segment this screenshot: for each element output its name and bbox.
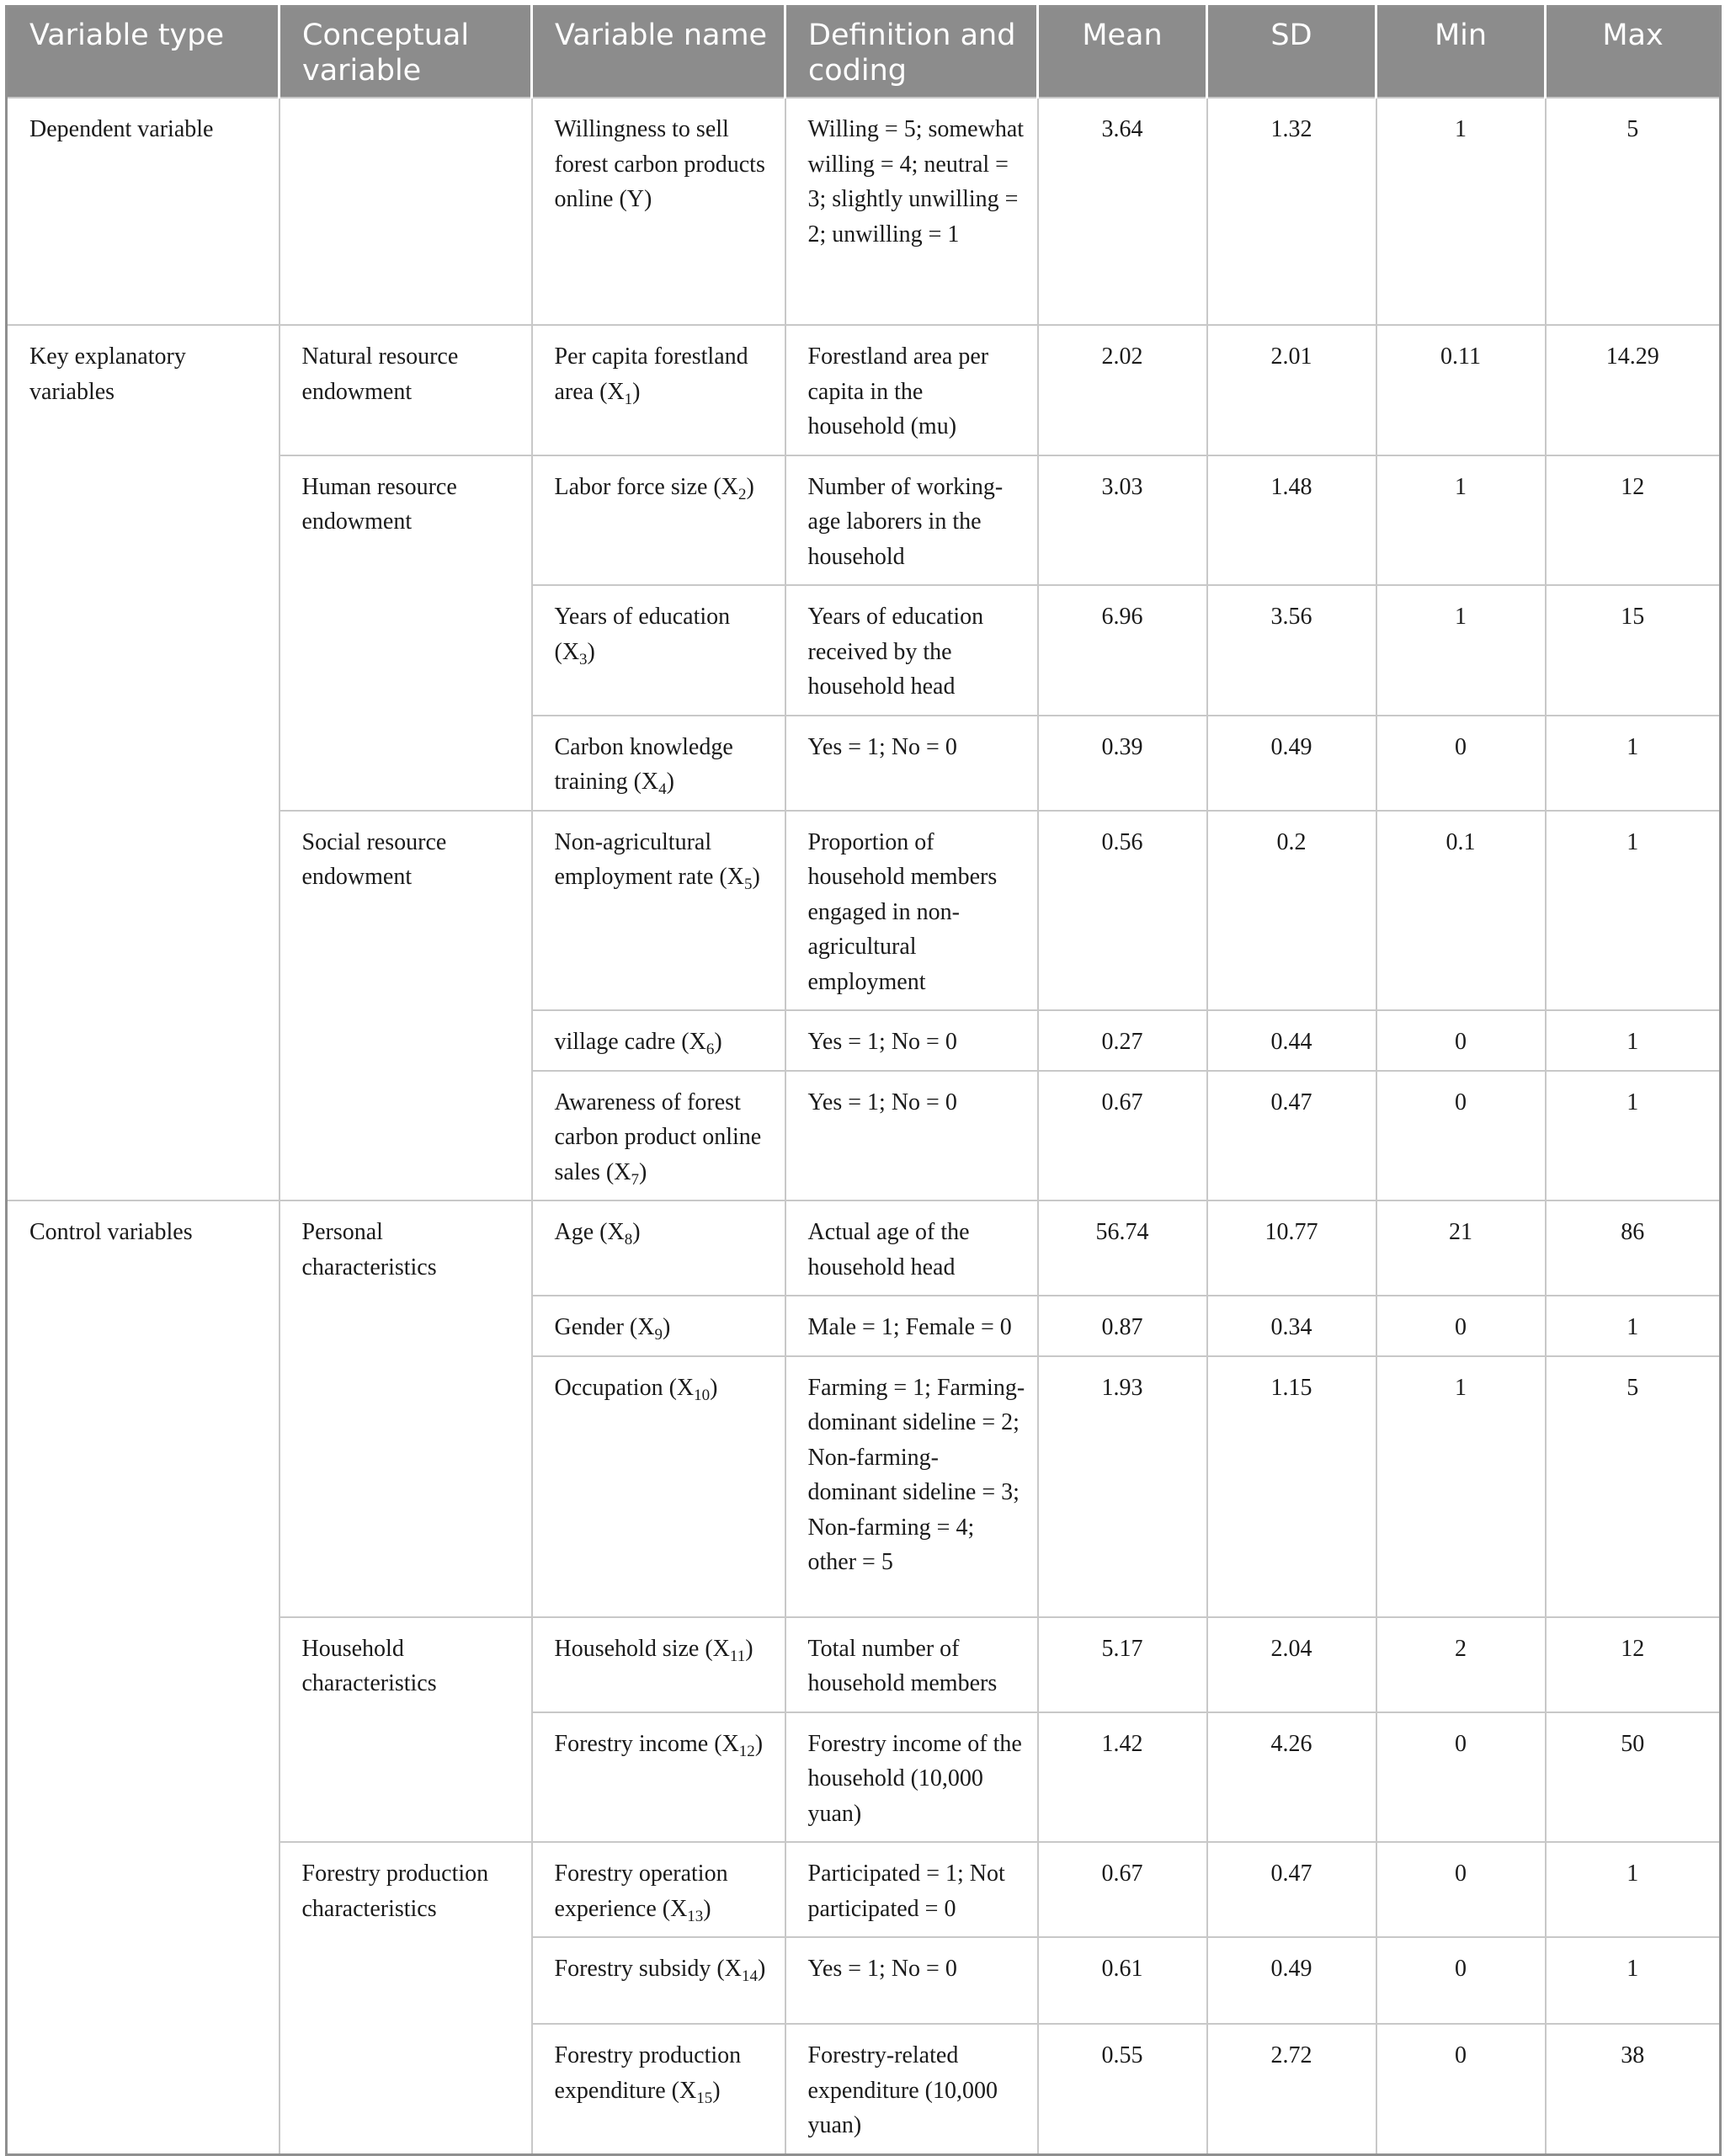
sd-cell: 0.2 [1207,811,1376,1011]
definition-cell: Number of working-age laborers in the household [785,455,1038,586]
header-row [7,7,1721,98]
definition-cell: Forestry income of the household (10,000 yuan) [785,1712,1038,1843]
variable-name-cell [532,1356,785,1617]
variable-name-text: Carbon knowledge training (X [554,733,733,795]
min-cell: 1 [1376,98,1546,325]
max-cell: 12 [1546,455,1721,586]
max-cell: 15 [1546,585,1721,716]
mean-cell: 0.39 [1038,716,1207,811]
variable-name-text: Per capita forestland area (X [554,343,748,405]
max-cell: 38 [1546,2024,1721,2154]
sd-cell: 0.44 [1207,1010,1376,1071]
mean-cell: 0.87 [1038,1296,1207,1356]
variable-name-text: Forestry operation experience (X [554,1861,728,1922]
sd-cell: 0.49 [1207,1937,1376,2024]
min-cell: 1 [1376,1356,1546,1617]
variable-name-text: village cadre (X [554,1029,706,1055]
variable-name-cell [532,2024,785,2154]
variable-name-text: Forestry production expenditure (X [554,2042,742,2104]
table-body [7,98,1721,2154]
variable-subscript: 15 [696,2089,713,2107]
variable-subscript: 4 [658,780,667,798]
sd-cell: 4.26 [1207,1712,1376,1843]
sd-cell: 0.47 [1207,1071,1376,1201]
variable-type-cell: Dependent variable [7,98,280,325]
variable-subscript: 9 [654,1326,663,1344]
variable-name-suffix: ) [746,473,754,500]
variable-type-cell: Key explanatory variables [7,325,280,1200]
min-cell: 1 [1376,585,1546,716]
conceptual-variable-cell: Natural resource endowment [280,325,532,455]
variable-name-suffix: ) [632,1219,641,1245]
sd-cell: 2.04 [1207,1617,1376,1712]
variable-name-cell [532,1071,785,1201]
variable-name-cell [532,455,785,586]
definition-cell: Participated = 1; Not participated = 0 [785,1842,1038,1937]
mean-cell: 5.17 [1038,1617,1207,1712]
variable-name-suffix: ) [752,864,760,890]
variable-name-suffix: ) [703,1895,711,1922]
definition-cell: Years of education received by the household head [785,585,1038,716]
max-cell: 1 [1546,716,1721,811]
variable-name-cell [532,1296,785,1356]
definition-cell: Yes = 1; No = 0 [785,1010,1038,1071]
sd-cell: 2.72 [1207,2024,1376,2154]
header-variable-type: Variable type [7,7,280,98]
min-cell: 0 [1376,2024,1546,2154]
variable-name-text: Labor force size (X [554,473,738,500]
variable-name-cell [532,325,785,455]
variable-subscript: 3 [579,650,588,668]
definition-cell: Farming = 1; Farming-dominant sideline = 2; Non-farming-dominant sideline = 3; Non-farming = 4; other = 5 [785,1356,1038,1617]
variable-subscript: 7 [631,1170,639,1189]
variable-subscript: 2 [737,485,747,503]
variable-name-cell [532,98,785,325]
variable-name-suffix: ) [757,1956,766,1982]
variable-name-text: Awareness of forest carbon product online sales (X [554,1089,762,1185]
sd-cell: 2.01 [1207,325,1376,455]
variable-name-suffix: ) [632,378,641,405]
header-definition: Definition and coding [785,7,1038,98]
variable-name-suffix: ) [666,769,674,795]
variable-name-cell [532,1712,785,1843]
variable-name-text: Gender (X [554,1314,655,1340]
variable-name-text: Occupation (X [554,1374,695,1401]
variable-name-suffix: ) [712,2077,721,2104]
variable-name-text: Years of education (X [554,604,731,665]
mean-cell: 0.55 [1038,2024,1207,2154]
min-cell: 0 [1376,1937,1546,2024]
variable-name-text: Non-agricultural employment rate (X [554,828,744,890]
variable-name-text: Forestry income (X [554,1730,739,1757]
max-cell: 5 [1546,98,1721,325]
variable-name-suffix: ) [587,638,595,665]
variable-name-cell [532,716,785,811]
table-container [5,5,1719,2156]
mean-cell: 0.61 [1038,1937,1207,2024]
variable-name-text: Age (X [554,1219,625,1245]
conceptual-variable-cell: Personal characteristics [280,1200,532,1617]
min-cell: 0 [1376,1296,1546,1356]
max-cell: 1 [1546,1842,1721,1937]
mean-cell: 0.56 [1038,811,1207,1011]
max-cell: 5 [1546,1356,1721,1617]
mean-cell: 1.93 [1038,1356,1207,1617]
max-cell: 1 [1546,1010,1721,1071]
variable-subscript: 6 [705,1041,715,1058]
header-min: Min [1376,7,1546,98]
sd-cell: 3.56 [1207,585,1376,716]
sd-cell: 1.15 [1207,1356,1376,1617]
min-cell: 2 [1376,1617,1546,1712]
variable-name-cell [532,811,785,1011]
header-conceptual-variable: Conceptual variable [280,7,532,98]
max-cell: 50 [1546,1712,1721,1843]
variable-name-text: Willingness to sell forest carbon products online (Y) [554,116,765,212]
sd-cell: 10.77 [1207,1200,1376,1296]
min-cell: 0 [1376,1842,1546,1937]
conceptual-variable-cell: Household characteristics [280,1617,532,1843]
variable-name-suffix: ) [662,1314,671,1340]
variable-name-cell [532,1617,785,1712]
min-cell: 1 [1376,455,1546,586]
max-cell: 86 [1546,1200,1721,1296]
variable-type-cell: Control variables [7,1200,280,2154]
table-row [7,1200,1721,1296]
max-cell: 1 [1546,811,1721,1011]
variable-name-cell [532,585,785,716]
definition-cell: Yes = 1; No = 0 [785,1937,1038,2024]
header-variable-name: Variable name [532,7,785,98]
max-cell: 1 [1546,1296,1721,1356]
conceptual-variable-cell: Forestry production characteristics [280,1842,532,2154]
mean-cell: 3.03 [1038,455,1207,586]
max-cell: 12 [1546,1617,1721,1712]
variable-name-suffix: ) [745,1635,753,1662]
variable-subscript: 10 [694,1386,711,1404]
variable-subscript: 12 [738,1742,755,1760]
variable-name-suffix: ) [638,1158,647,1185]
variable-name-suffix: ) [710,1374,718,1401]
definition-cell: Yes = 1; No = 0 [785,1071,1038,1201]
table-header [7,7,1721,98]
mean-cell: 2.02 [1038,325,1207,455]
mean-cell: 6.96 [1038,585,1207,716]
min-cell: 0 [1376,1712,1546,1843]
mean-cell: 0.67 [1038,1842,1207,1937]
variables-table [5,5,1722,2156]
sd-cell: 0.34 [1207,1296,1376,1356]
variable-subscript: 8 [624,1231,633,1248]
variable-name-suffix: ) [754,1730,764,1757]
min-cell: 0 [1376,1010,1546,1071]
sd-cell: 0.47 [1207,1842,1376,1937]
header-sd: SD [1207,7,1376,98]
max-cell: 14.29 [1546,325,1721,455]
conceptual-variable-cell: Human resource endowment [280,455,532,811]
definition-cell: Actual age of the household head [785,1200,1038,1296]
sd-cell: 1.48 [1207,455,1376,586]
min-cell: 0.11 [1376,325,1546,455]
variable-subscript: 14 [741,1967,758,1985]
definition-cell: Willing = 5; somewhat willing = 4; neutral = 3; slightly unwilling = 2; unwilling = 1 [785,98,1038,325]
variable-name-text: Forestry subsidy (X [554,1956,742,1982]
max-cell: 1 [1546,1937,1721,2024]
sd-cell: 1.32 [1207,98,1376,325]
variable-subscript: 11 [729,1647,746,1665]
variable-name-cell [532,1937,785,2024]
definition-cell: Male = 1; Female = 0 [785,1296,1038,1356]
header-mean: Mean [1038,7,1207,98]
table-row [7,325,1721,455]
variable-name-cell [532,1010,785,1071]
conceptual-variable-cell: Social resource endowment [280,811,532,1201]
mean-cell: 3.64 [1038,98,1207,325]
variable-name-suffix: ) [714,1029,722,1055]
variable-name-text: Household size (X [554,1635,730,1662]
mean-cell: 0.67 [1038,1071,1207,1201]
variable-subscript: 13 [687,1907,704,1925]
mean-cell: 56.74 [1038,1200,1207,1296]
variable-subscript: 5 [743,876,753,893]
table-row [7,98,1721,325]
definition-cell: Yes = 1; No = 0 [785,716,1038,811]
variable-subscript: 1 [624,390,633,408]
definition-cell: Total number of household members [785,1617,1038,1712]
min-cell: 0.1 [1376,811,1546,1011]
variable-name-cell [532,1842,785,1937]
min-cell: 0 [1376,716,1546,811]
min-cell: 21 [1376,1200,1546,1296]
definition-cell: Proportion of household members engaged in non-agricultural employment [785,811,1038,1011]
header-max: Max [1546,7,1721,98]
max-cell: 1 [1546,1071,1721,1201]
conceptual-variable-cell [280,98,532,325]
sd-cell: 0.49 [1207,716,1376,811]
min-cell: 0 [1376,1071,1546,1201]
variable-name-cell [532,1200,785,1296]
mean-cell: 0.27 [1038,1010,1207,1071]
mean-cell: 1.42 [1038,1712,1207,1843]
definition-cell: Forestry-related expenditure (10,000 yuan) [785,2024,1038,2154]
definition-cell: Forestland area per capita in the household (mu) [785,325,1038,455]
